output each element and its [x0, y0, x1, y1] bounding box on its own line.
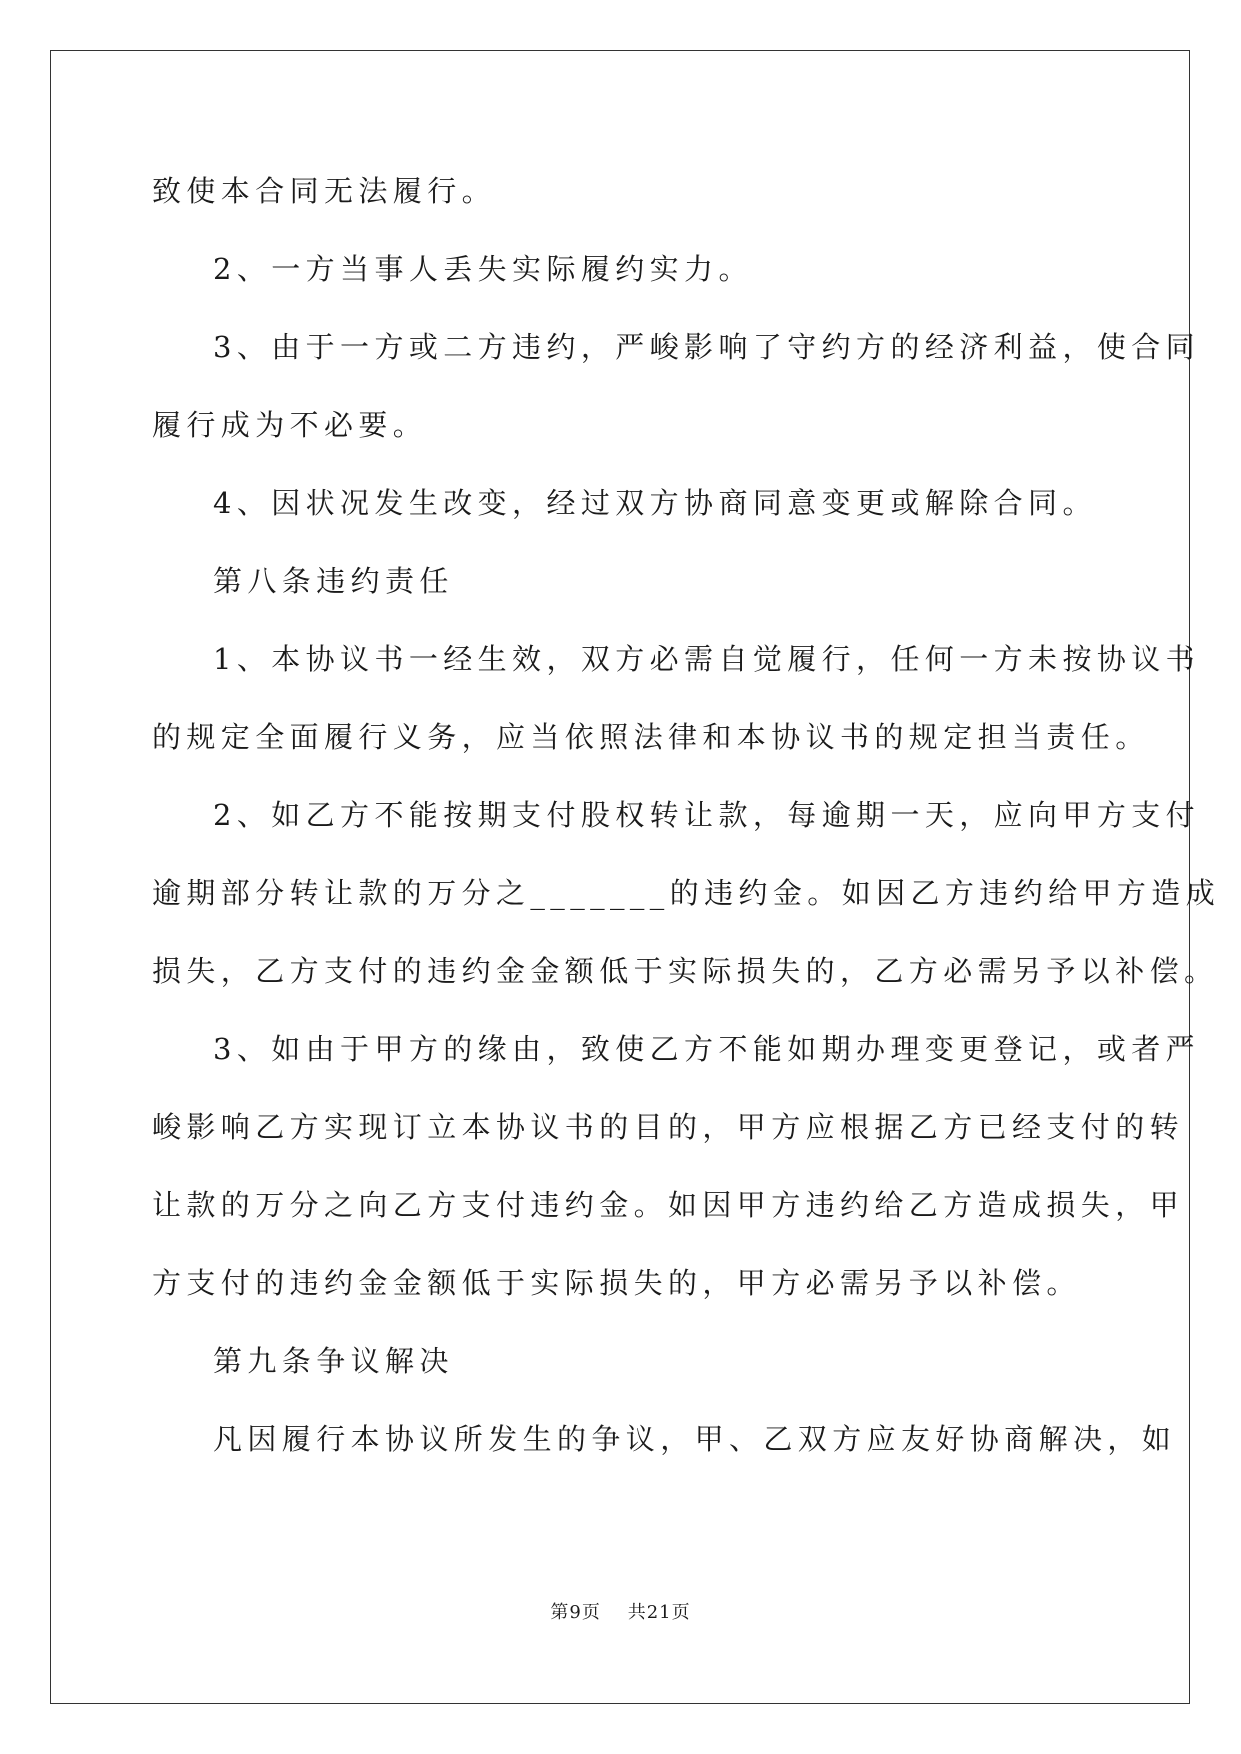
section-heading: 第九条争议解决 [213, 1344, 454, 1378]
body-line: 逾期部分转让款的万分之_______的违约金。如因乙方违约给甲方造成 [152, 876, 1221, 910]
body-line: 1、本协议书一经生效，双方必需自觉履行，任何一方未按协议书 [213, 642, 1201, 676]
body-line: 2、一方当事人丢失实际履约实力。 [213, 252, 753, 286]
body-line: 3、由于一方或二方违约，严峻影响了守约方的经济利益，使合同 [213, 330, 1201, 364]
body-line: 4、因状况发生改变，经过双方协商同意变更或解除合同。 [213, 486, 1097, 520]
page-number-footer: 第9页 共21页 [550, 1602, 691, 1623]
body-line: 3、如由于甲方的缘由，致使乙方不能如期办理变更登记，或者严 [213, 1032, 1201, 1066]
body-line: 2、如乙方不能按期支付股权转让款，每逾期一天，应向甲方支付 [213, 798, 1201, 832]
body-line: 峻影响乙方实现订立本协议书的目的，甲方应根据乙方已经支付的转 [152, 1110, 1185, 1144]
body-line: 致使本合同无法履行。 [152, 174, 497, 208]
body-line: 的规定全面履行义务，应当依照法律和本协议书的规定担当责任。 [152, 720, 1150, 754]
body-line: 履行成为不必要。 [152, 408, 428, 442]
section-heading: 第八条违约责任 [213, 564, 454, 598]
body-line: 损失，乙方支付的违约金金额低于实际损失的，乙方必需另予以补偿。 [152, 954, 1219, 988]
body-line: 凡因履行本协议所发生的争议，甲、乙双方应友好协商解决，如 [213, 1422, 1177, 1456]
body-line: 方支付的违约金金额低于实际损失的，甲方必需另予以补偿。 [152, 1266, 1081, 1300]
body-line: 让款的万分之向乙方支付违约金。如因甲方违约给乙方造成损失，甲 [152, 1188, 1185, 1222]
